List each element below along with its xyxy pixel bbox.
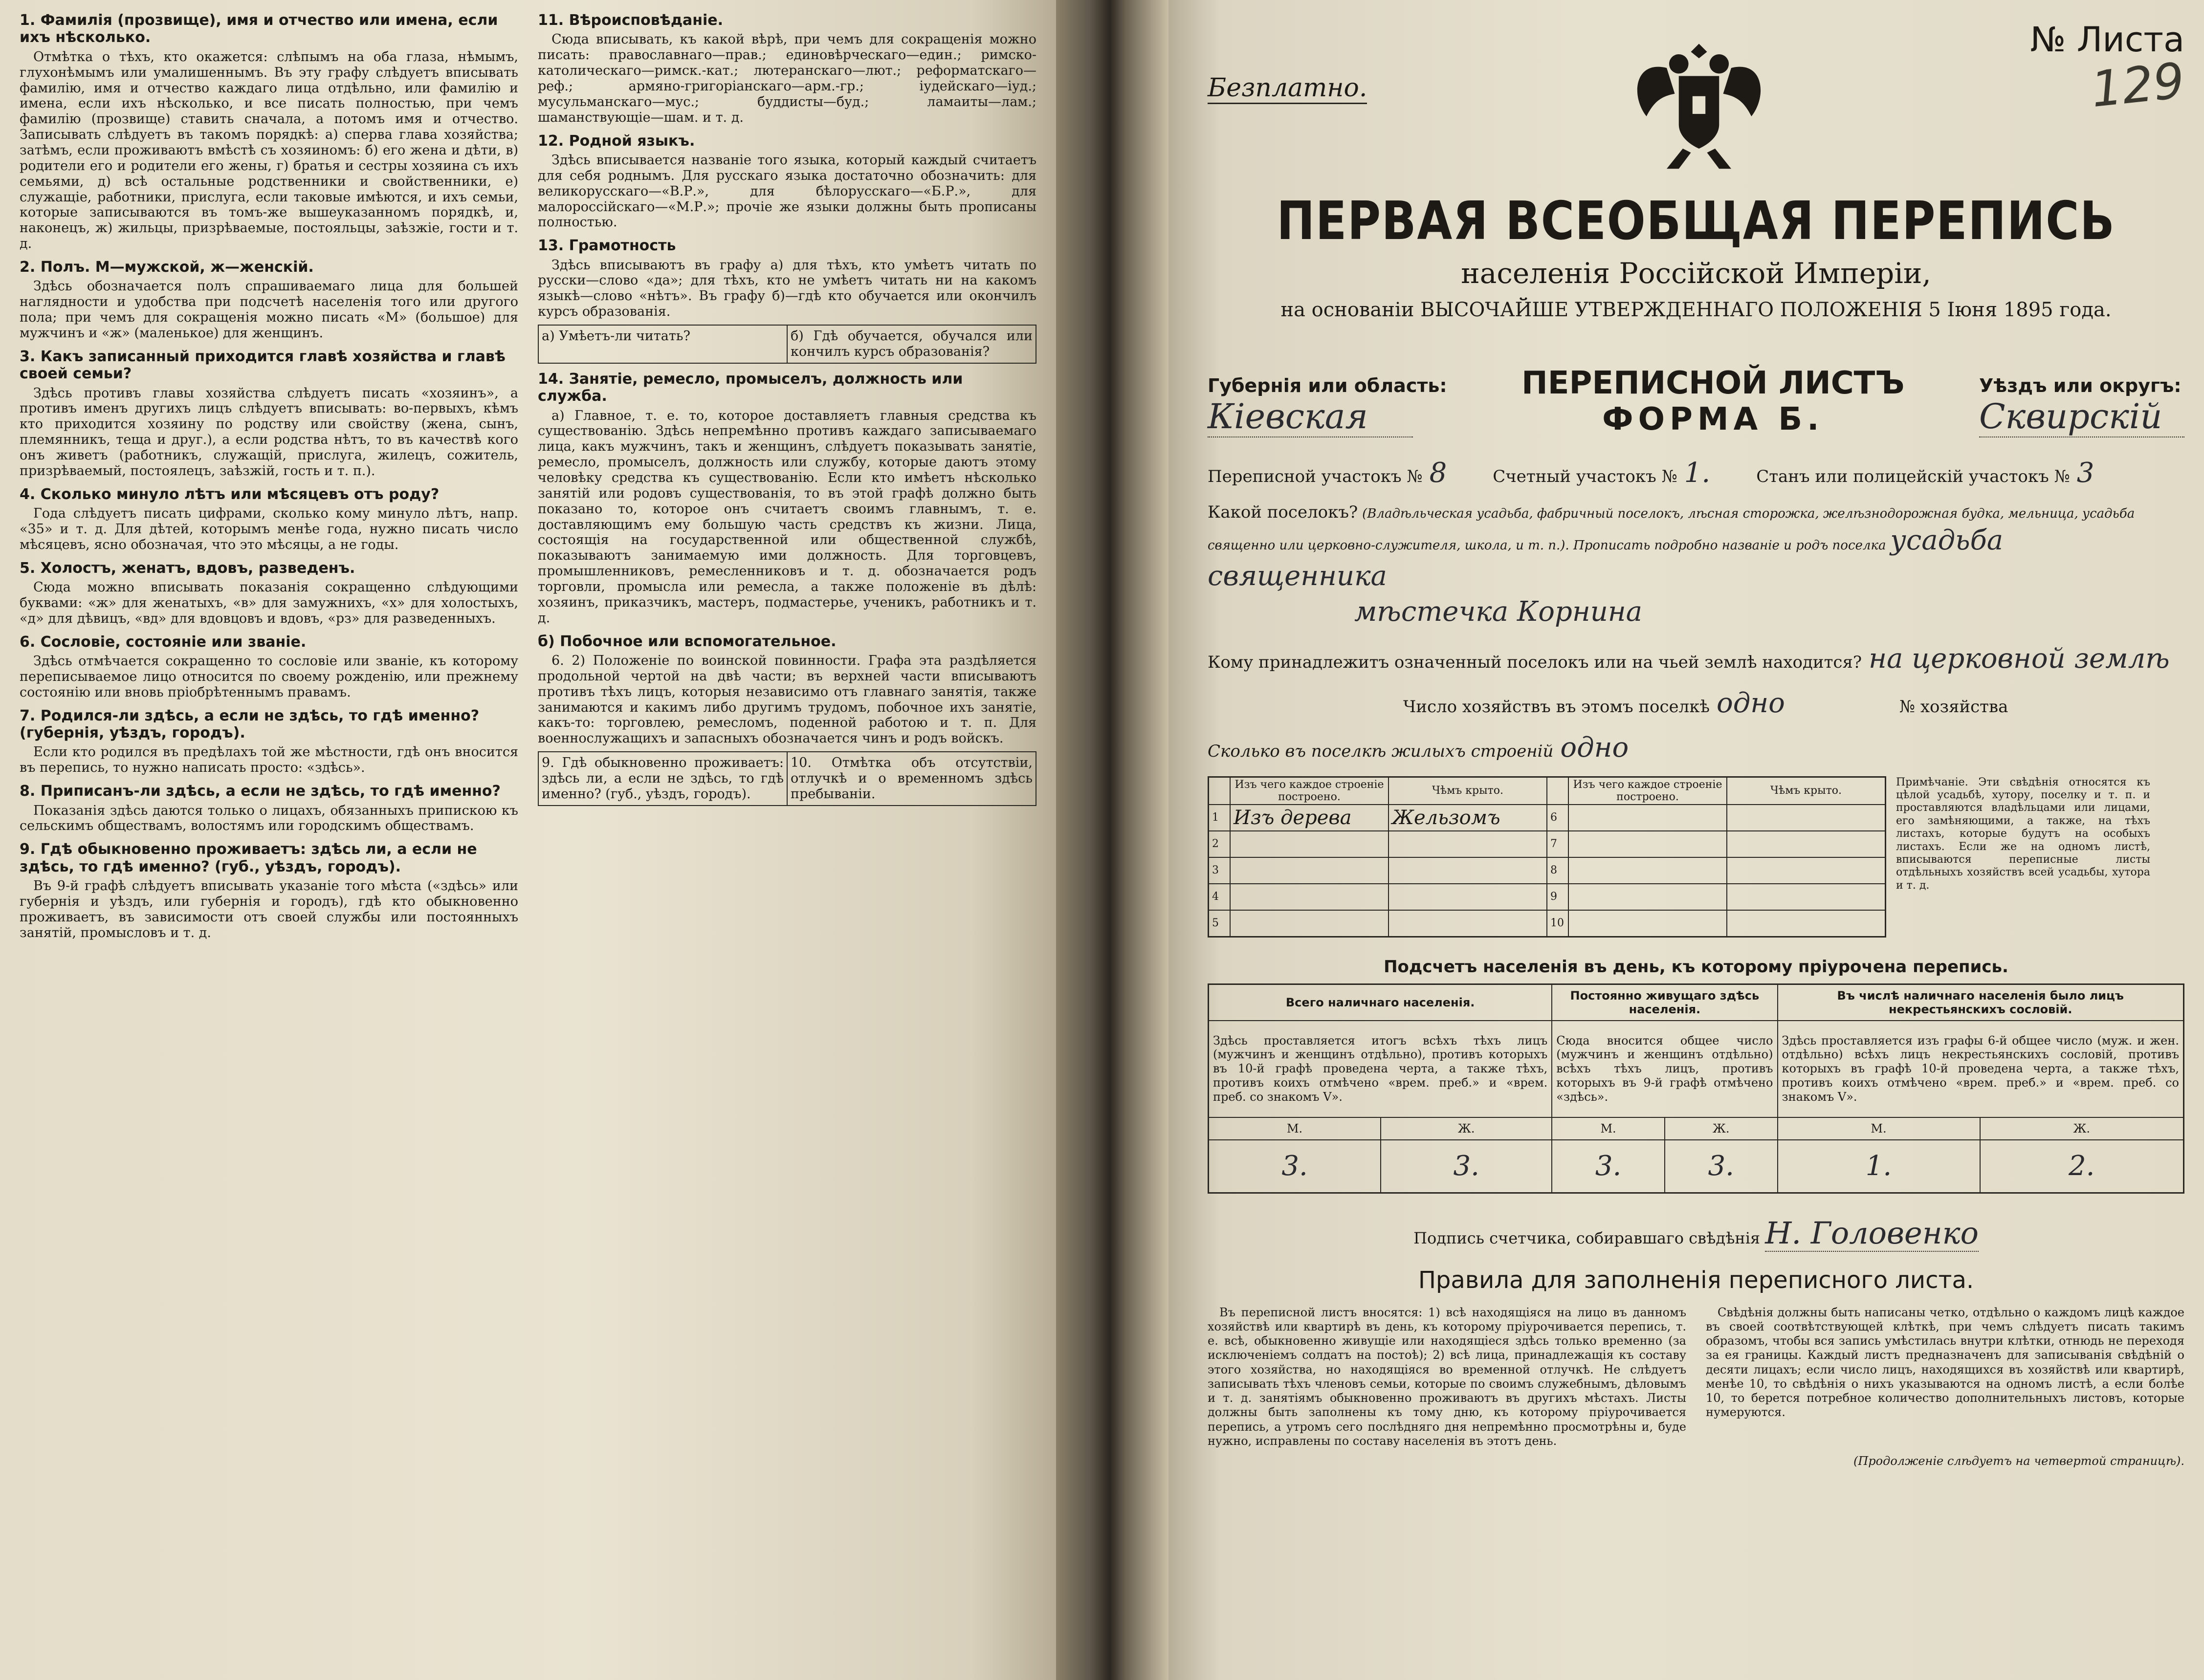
count-value: 1.	[1778, 1140, 1980, 1193]
row-number: 8	[1547, 857, 1568, 884]
gubernia-label: Губернія или область:	[1208, 375, 1447, 396]
form-title: ФОРМА Б.	[1602, 401, 1824, 437]
count-value: 2.	[1980, 1140, 2184, 1193]
roof-cell	[1389, 857, 1547, 884]
continuation-note: (Продолженіе слѣдуетъ на четвертой страницѣ).	[1853, 1454, 2184, 1468]
section-text: Если кто родился въ предѣлахъ той же мѣстности, гдѣ онъ вносится въ перепись, то нужно написать просто: «здѣсь».	[20, 744, 518, 776]
roof-cell	[1727, 884, 1886, 910]
section-heading: 13. Грамотность	[538, 237, 676, 255]
table-row	[1209, 910, 1886, 937]
settlement-block	[1208, 502, 2184, 630]
section-text: Въ 9-й графѣ слѣдуетъ вписывать указаніе того мѣста («здѣсь» или губернія и уѣздъ, или губернія и городъ), гдѣ кто обыкновенно проживаетъ, въ зависимости отъ своей службы или постоянныхъ занятій, промысловъ и т. д.	[20, 878, 518, 940]
section-text: Здѣсь вписываютъ въ графу а) для тѣхъ, кто умѣетъ читать по русски—слово «да»; для тѣхъ, кто не умѣетъ читать ни на какомъ языкѣ—слово «нѣтъ». Въ графу б)—гдѣ кто обучается или окончилъ курсъ образованія.	[538, 257, 1036, 320]
schetny-value: 1.	[1684, 457, 1711, 489]
material-cell	[1568, 831, 1727, 857]
section-text: Года слѣдуетъ писать цифрами, сколько кому минуло лѣтъ, напр. «35» и т. д. Для дѣтей, которымъ менѣе года, нужно писать число мѣсяцевъ, ясно обозначая, что это мѣсяцы, а не годы.	[20, 506, 518, 552]
table-header-roof-2: Чѣмъ крыто.	[1727, 777, 1886, 805]
left-column-2	[538, 5, 1036, 1680]
section-text: Отмѣтка о тѣхъ, кто окажется: слѣпымъ на оба глаза, нѣмымъ, глухонѣмымъ или умалишеннымъ. Въ эту графу слѣдуетъ вписывать фамилію, имя и отчество каждаго лица отдѣльно, или фамилію и имена, если ихъ нѣсколько, и все писать полностью, при чемъ фамилію (прозвище) ставить сначала, а потомъ имя и отчество. Записывать слѣдуетъ въ такомъ порядкѣ: а) сперва глава хозяйства; затѣмъ, если проживаютъ вмѣстѣ съ хозяиномъ: б) его жена и дѣти, в) родители его и родители его жены, г) братья и сестры хозяина съ ихъ семьями, д) всѣ остальные родственники и свойственники, е) служащіе, работники, прислуга, если таковые имѣются, и ихъ семьи, которые записываются въ томъ-же вышеуказанномъ порядкѣ, и, наконецъ, ж) жильцы, призрѣваемые, постояльцы, заѣзжіе, гости и т. д.	[20, 49, 518, 252]
residence-box-left: 9. Гдѣ обыкновенно проживаетъ: здѣсь ли, а если не здѣсь, то гдѣ именно? (губ., уѣздъ, городъ).	[542, 755, 784, 802]
free-label: Безплатно.	[1208, 73, 1367, 104]
uezd-value: Сквирскій	[1979, 396, 2184, 437]
settlement-value-2: мѣстечка Корнина	[1354, 595, 1643, 628]
table-header-material: Изъ чего каждое строеніе построено.	[1230, 777, 1389, 805]
section-heading: 7. Родился-ли здѣсь, а если не здѣсь, то гдѣ именно? (губернія, уѣздъ, городъ).	[20, 707, 480, 742]
section-heading: б) Побочное или вспомогательное.	[538, 633, 837, 650]
book-spine	[1056, 0, 1168, 1680]
households-value: одно	[1717, 687, 1785, 719]
count-value: 3.	[1209, 1140, 1381, 1193]
sex-female-label: Ж.	[1665, 1117, 1778, 1140]
signature-value: Н. Головенко	[1765, 1215, 1979, 1251]
buildings-table	[1208, 776, 1886, 938]
census-form-page	[1168, 0, 2204, 1680]
literacy-box-left: а) Умѣетъ-ли читать?	[542, 328, 690, 344]
settlement-value-1: усадьба священника	[1208, 524, 2004, 592]
gubernia-value: Кіевская	[1208, 396, 1413, 437]
region-row	[1208, 365, 2184, 437]
uchastok-label: Переписной участокъ №	[1208, 467, 1423, 486]
rules-left: Въ переписной листъ вносятся: 1) всѣ находящіяся на лицо въ данномъ хозяйствѣ или квартирѣ въ день, къ которому пріурочивается перепись, т. е. всѣ, обыкновенно живущіе или находящіеся здѣсь только временно (за исключеніемъ солдатъ на постоѣ); 2) всѣ лица, принадлежащія къ составу этого хозяйства, но находящіяся во временной отлучкѣ. Не слѣдуетъ записывать тѣхъ членовъ семьи, которые по своимъ служебнымъ, дѣловымъ и т. д. занятіямъ обыкновенно проживаютъ въ другихъ мѣстахъ. Листы должны быть заполнены къ тому дню, къ которому пріурочивается перепись, а утромъ сего послѣдняго дня непремѣнно просмотрѣны и, буде нужно, исправлены по составу населенія въ этотъ день.	[1208, 1305, 1686, 1448]
section-text: Здѣсь противъ главы хозяйства слѣдуетъ писать «хозяинъ», а противъ именъ другихъ лицъ слѣдуетъ вписывать: во-первыхъ, кѣмъ кто приходится хозяину по родству или свойству (жена, сынъ, племянникъ, теща и друг.), а если родства нѣтъ, то въ качествѣ кого онъ живетъ (работникъ, служащій, прислуга, жилецъ, сожитель, призрѣваемый, постоялецъ, заѣзжій, гость и т. п.).	[20, 385, 518, 479]
count-desc-non-peasant: Здѣсь проставляется изъ графы 6-й общее число (муж. и жен. отдѣльно) всѣхъ лицъ некрестьянскихъ сословій, противъ которыхъ въ графѣ 10-й проведена черта, а также тѣхъ, противъ коихъ отмѣчено «врем. преб.» и «врем. преб. со знакомъ V».	[1778, 1021, 2184, 1117]
row-number: 4	[1209, 884, 1231, 910]
signature-label: Подпись счетчика, собиравшаго свѣдѣнія	[1413, 1228, 1761, 1247]
buildings-section	[1208, 776, 2184, 938]
count-desc-permanent: Сюда вносится общее число (мужчинъ и женщинъ отдѣльно) всѣхъ тѣхъ лицъ, противъ которыхъ въ 9-й графѣ отмѣчено «здѣсь».	[1552, 1021, 1777, 1117]
list-heading	[1521, 365, 1904, 437]
buildings-label: Сколько въ поселкѣ жилыхъ строеній	[1208, 741, 1554, 761]
sex-female-label: Ж.	[1381, 1117, 1552, 1140]
table-header-material-2: Изъ чего каждое строеніе построено.	[1568, 777, 1727, 805]
uchastok-value: 8	[1429, 457, 1447, 489]
owner-value: на церковной землѣ	[1869, 642, 2170, 675]
buildings-line	[1208, 732, 2184, 764]
settlement-note: (Владѣльческая усадьба, фабричный поселокъ, лѣсная сторожка, желѣзнодорожная будка, мельница, усадьба священно или церковно-служителя, школа, и т. п.). Прописать подробно названіе и родъ поселка	[1208, 506, 2135, 553]
section-text: Сюда можно вписывать показанія сокращенно слѣдующими буквами: «ж» для женатыхъ, «в» для замужнихъ, «х» для холостыхъ, «д» для дѣвицъ, «вд» для вдовцовъ и вдовъ, «рз» для разведенныхъ.	[20, 580, 518, 626]
population-count-table	[1208, 983, 2184, 1194]
residence-box	[538, 751, 1036, 806]
section-heading: 8. Приписанъ-ли здѣсь, а если не здѣсь, то гдѣ именно?	[20, 783, 501, 800]
households-label: Число хозяйствъ въ этомъ поселкѣ	[1403, 697, 1710, 717]
row-number: 3	[1209, 857, 1231, 884]
households-line	[1208, 687, 2184, 719]
roof-cell	[1389, 831, 1547, 857]
left-page	[0, 0, 1056, 1680]
count-value: 3.	[1381, 1140, 1552, 1193]
material-cell	[1568, 805, 1727, 831]
section-heading: 12. Родной языкъ.	[538, 132, 695, 150]
sheet-number-label: № Листа	[2030, 20, 2184, 60]
schetny-label: Счетный участокъ №	[1493, 467, 1677, 486]
sex-male-label: М.	[1552, 1117, 1665, 1140]
row-number: 9	[1547, 884, 1568, 910]
section-heading: 6. Сословіе, состояніе или званіе.	[20, 633, 307, 651]
section-text: 6. 2) Положеніе по воинской повинности. Графа эта раздѣляется продольной чертой на двѣ части; въ верхней части вписываютъ противъ тѣхъ лицъ, которыя независимо отъ главнаго занятія, также занимаются и какимъ либо другимъ трудомъ, побочное ихъ занятіе, какъ-то: торговлею, ремесломъ, поденной работою и т. п. Для военнослужащихъ и запасныхъ обозначается чинъ и родъ войскъ.	[538, 653, 1036, 746]
table-row	[1209, 884, 1886, 910]
material-cell	[1568, 884, 1727, 910]
section-heading: 1. Фамилія (прозвище), имя и отчество или имена, если ихъ нѣсколько.	[20, 12, 498, 46]
row-number: 7	[1547, 831, 1568, 857]
uezd-label: Уѣздъ или округъ:	[1979, 375, 2182, 396]
owner-line	[1208, 643, 2184, 675]
household-number-label: № хозяйства	[1899, 697, 2008, 717]
roof-cell	[1389, 884, 1547, 910]
stan-label: Станъ или полицейскій участокъ №	[1756, 467, 2070, 486]
rules-title: Правила для заполненія переписного листа.	[1418, 1266, 1974, 1294]
section-heading: 4. Сколько минуло лѣтъ или мѣсяцевъ отъ роду?	[20, 485, 440, 503]
table-header-num	[1209, 777, 1231, 805]
left-column-1	[20, 5, 518, 1680]
owner-label: Кому принадлежитъ означенный поселокъ или на чьей землѣ находится?	[1208, 652, 1862, 672]
buildings-note: Примѣчаніе. Эти свѣдѣнія относятся къ цѣлой усадьбѣ, хутору, поселку и т. п. и проставляются владѣльцами или лицами, его замѣняющими, а также, на тѣхъ листахъ, которые будутъ на особыхъ листахъ. Если же на одномъ листѣ, вписываются переписные листы отдѣльныхъ хозяйствъ всей усадьбы, хутора и т. д.	[1896, 776, 2150, 892]
sex-female-label: Ж.	[1980, 1117, 2184, 1140]
census-basis: на основаніи ВЫСОЧАЙШЕ УТВЕРЖДЕННАГО ПОЛОЖЕНІЯ 5 Іюня 1895 года.	[1280, 299, 2112, 321]
row-number: 6	[1547, 805, 1568, 831]
count-col-total: Всего наличнаго населенія.	[1209, 984, 1552, 1021]
rules-right: Свѣдѣнія должны быть написаны четко, отдѣльно о каждомъ лицѣ каждое въ своей соотвѣтствующей клѣткѣ, при чемъ слѣдуетъ писать такимъ образомъ, чтобы вся запись умѣстилась внутри клѣтки, отнюдь не переходя за ея границы. Каждый листъ предназначенъ для записыванія свѣдѣній о десяти лицахъ; если число лицъ, находящихся въ хозяйствѣ или квартирѣ, менѣе 10, то свѣдѣнія о нихъ указываются на одномъ листѣ, а если болѣе 10, то берется потребное количество дополнительныхъ листовъ, которые нумеруются.	[1706, 1305, 2184, 1419]
sheet-number-value: 129	[2088, 51, 2187, 119]
settlement-label: Какой поселокъ?	[1208, 502, 1358, 522]
section-text: Показанія здѣсь даются только о лицахъ, обязанныхъ припискою къ сельскимъ обществамъ, волостямъ или городскимъ обществамъ.	[20, 803, 518, 834]
material-cell	[1568, 910, 1727, 937]
double-headed-eagle-icon	[1618, 20, 1780, 181]
material-cell	[1230, 884, 1389, 910]
material-cell	[1230, 831, 1389, 857]
table-row	[1209, 805, 1886, 831]
census-subtitle: населенія Россійской Имперіи,	[1461, 257, 1931, 290]
literacy-box-right: б) Гдѣ обучается, обучался или кончилъ курсъ образованія?	[787, 326, 1036, 363]
roof-cell	[1389, 910, 1547, 937]
residence-box-right: 10. Отмѣтка объ отсутствіи, отлучкѣ и о временномъ здѣсь пребываніи.	[787, 752, 1036, 805]
table-row	[1209, 857, 1886, 884]
section-text: Здѣсь обозначается полъ спрашиваемаго лица для большей наглядности и удобства при подсчетѣ населенія того или другого пола; при чемъ для сокращенія можно писать «М» (большое) для мужчинъ и «ж» (маленькое) для женщинъ.	[20, 279, 518, 341]
signature-line	[1208, 1215, 2184, 1252]
section-heading: 9. Гдѣ обыкновенно проживаетъ: здѣсь ли, а если не здѣсь, то гдѣ именно? (губ., уѣздъ, городъ).	[20, 841, 477, 875]
population-count-heading: Подсчетъ населенія въ день, къ которому пріурочена перепись.	[1384, 957, 2008, 977]
count-value: 3.	[1552, 1140, 1665, 1193]
district-line	[1208, 457, 2184, 489]
sex-male-label: М.	[1778, 1117, 1980, 1140]
table-header-roof: Чѣмъ крыто.	[1389, 777, 1547, 805]
buildings-value: одно	[1560, 731, 1629, 764]
table-header-num-2	[1547, 777, 1568, 805]
rules-text	[1208, 1306, 2184, 1449]
roof-cell	[1727, 857, 1886, 884]
section-heading: 2. Полъ. М—мужской, ж—женскій.	[20, 258, 314, 276]
section-text: а) Главное, т. е. то, которое доставляетъ главныя средства къ существованію. Здѣсь непремѣнно противъ каждаго записываемаго лица, какъ мужчинъ, такъ и женщинъ, слѣдуетъ показывать занятіе, ремесло, промыселъ, должность или службу, которые даютъ этому человѣку средства къ существованію. Если кто имѣетъ нѣсколько занятій или родовъ существованія, то въ этой графѣ должно быть показано то, которое онъ считаетъ своимъ главнымъ, т. е. доставляющимъ ему большую часть средствъ къ жизни. Лица, состоящія на государственной или общественной службѣ, показываютъ занимаемую ими должность. Для торговцевъ, промышленниковъ, ремесленниковъ и т. д. обозначается родъ торговли, промысла или ремесла, а также положеніе въ дѣлѣ: хозяинъ, приказчикъ, мастеръ, подмастерье, ученикъ, работникъ и т. д.	[538, 408, 1036, 626]
row-number: 1	[1209, 805, 1231, 831]
section-heading: 14. Занятіе, ремесло, промыселъ, должность или служба.	[538, 370, 963, 405]
row-number: 10	[1547, 910, 1568, 937]
count-col-non-peasant: Въ числѣ наличнаго населенія было лицъ некрестьянскихъ сословій.	[1778, 984, 2184, 1021]
section-text: Здѣсь вписывается названіе того языка, который каждый считаетъ для себя роднымъ. Для русскаго языка достаточно обозначить: для великорусскаго—«В.Р.», для бѣлорусскаго—«Б.Р.», для малороссійскаго—«М.Р.»; прочіе же языки должны быть прописаны полностью.	[538, 152, 1036, 230]
list-title: ПЕРЕПИСНОЙ ЛИСТЪ	[1521, 365, 1905, 401]
stan-value: 3	[2076, 457, 2094, 489]
material-cell	[1230, 910, 1389, 937]
material-cell	[1230, 857, 1389, 884]
count-desc-total: Здѣсь проставляется итогъ всѣхъ тѣхъ лицъ (мужчинъ и женщинъ отдѣльно), противъ которыхъ въ 10-й графѣ проведена черта, а также тѣхъ, противъ коихъ отмѣчено «врем. преб.» и «врем. преб. со знакомъ V».	[1209, 1021, 1552, 1117]
material-cell	[1568, 857, 1727, 884]
roof-cell	[1727, 805, 1886, 831]
row-number: 2	[1209, 831, 1231, 857]
material-cell: Изъ дерева	[1230, 805, 1389, 831]
roof-cell	[1727, 831, 1886, 857]
count-col-permanent: Постоянно живущаго здѣсь населенія.	[1552, 984, 1777, 1021]
roof-cell: Жельзомъ	[1389, 805, 1547, 831]
section-heading: 11. Вѣроисповѣданіе.	[538, 12, 724, 29]
section-text: Здѣсь отмѣчается сокращенно то сословіе или званіе, къ которому переписываемое лицо относится по своему рожденію, или прежнему состоянію или вновь пріобрѣтеннымъ правамъ.	[20, 654, 518, 700]
section-heading: 5. Холостъ, женатъ, вдовъ, разведенъ.	[20, 559, 355, 577]
count-value: 3.	[1665, 1140, 1778, 1193]
roof-cell	[1727, 910, 1886, 937]
census-title: ПЕРВАЯ ВСЕОБЩАЯ ПЕРЕПИСЬ	[1277, 191, 2116, 252]
literacy-box	[538, 325, 1036, 364]
sex-male-label: М.	[1209, 1117, 1381, 1140]
section-text: Сюда вписывать, къ какой вѣрѣ, при чемъ для сокращенія можно писать: православнаго—прав.; единовѣрческаго—един.; римско-католическаго—римск.-кат.; лютеранскаго—лют.; реформатскаго—реф.; армяно-григоріанскаго—арм.-гр.; іудейскаго—іуд.; мусульманскаго—мус.; буддисты—буд.; ламаиты—лам.; шаманствующіе—шам. и т. д.	[538, 32, 1036, 125]
section-heading: 3. Какъ записанный приходится главѣ хозяйства и главѣ своей семьи?	[20, 348, 506, 383]
table-row	[1209, 831, 1886, 857]
row-number: 5	[1209, 910, 1231, 937]
